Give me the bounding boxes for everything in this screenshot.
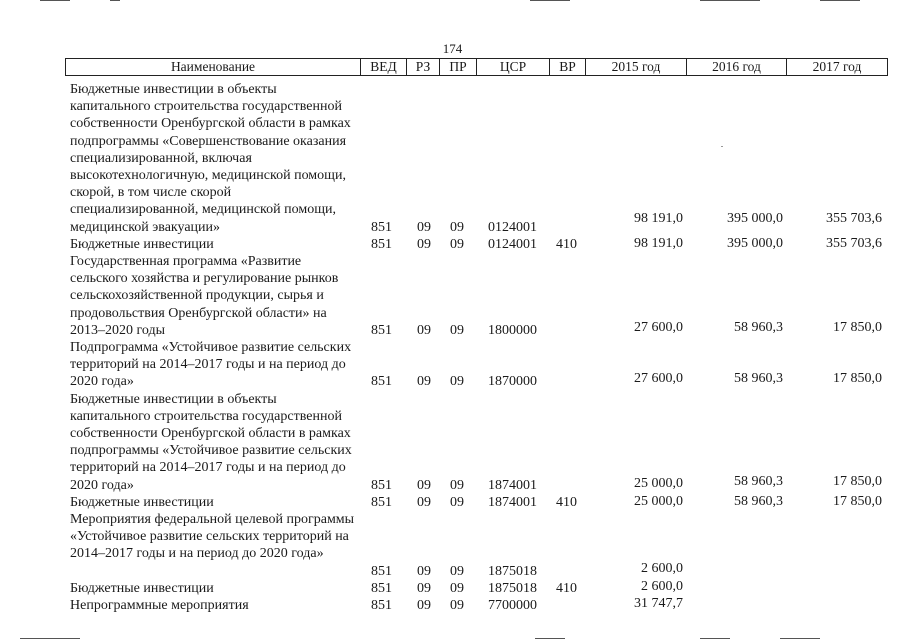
scan-edge-bottom [700, 638, 730, 639]
cell-csr: 1874001 [488, 494, 537, 510]
header-ved: ВЕД [360, 59, 406, 75]
cell-rz: 09 [417, 236, 431, 252]
header-2015: 2015 год [585, 59, 686, 75]
table-header [65, 58, 888, 76]
cell-2016: 58 960,3 [734, 370, 783, 386]
scan-edge-bottom [780, 638, 820, 639]
cell-2016: 395 000,0 [727, 211, 783, 226]
cell-csr: 0124001 [488, 219, 537, 235]
table-row [0, 580, 905, 597]
cell-2017: 17 850,0 [833, 473, 882, 489]
scan-edge-top [40, 0, 70, 1]
cell-pr: 09 [450, 374, 464, 390]
cell-vr: 410 [556, 494, 577, 510]
scan-speck [721, 146, 723, 147]
header-pr: ПР [439, 59, 476, 75]
cell-2017: 17 850,0 [833, 319, 882, 335]
cell-pr: 09 [450, 236, 464, 252]
scan-edge-bottom [20, 638, 80, 639]
row-name: Бюджетные инвестиции в объекты капитального строительства государственной собственности Оренбургской области в рамках подпрограммы «Устойчивое развитие сельских территорий на 2014–2017 годы и на период до 2020 года» [70, 391, 352, 493]
cell-csr: 1800000 [488, 322, 537, 338]
cell-pr: 09 [450, 563, 464, 579]
header-vr: ВР [549, 59, 585, 75]
cell-csr: 0124001 [488, 236, 537, 252]
cell-2017: 355 703,6 [826, 235, 882, 251]
cell-2015: 98 191,0 [634, 235, 683, 251]
cell-ved: 851 [371, 494, 392, 510]
cell-csr: 1870000 [488, 374, 537, 390]
cell-ved: 851 [371, 374, 392, 390]
cell-2015: 2 600,0 [641, 578, 683, 594]
cell-rz: 09 [417, 477, 431, 493]
cell-rz: 09 [417, 494, 431, 510]
cell-ved: 851 [371, 219, 392, 235]
cell-rz: 09 [417, 219, 431, 235]
cell-pr: 09 [450, 477, 464, 493]
cell-2016: 58 960,3 [734, 473, 783, 489]
row-name: Государственная программа «Развитие сельского хозяйства и регулирование рынков сельскохозяйственной продукции, сырья и продовольствия Оренбургской области» на 2013–2020 годы [70, 253, 339, 338]
page-number: 174 [442, 41, 463, 56]
header-rz: РЗ [406, 59, 439, 75]
cell-2017: 355 703,6 [826, 211, 882, 226]
cell-rz: 09 [417, 597, 431, 613]
header-name: Наименование [170, 59, 256, 74]
cell-csr: 1874001 [488, 477, 537, 493]
cell-vr: 410 [556, 236, 577, 252]
cell-2015: 2 600,0 [641, 560, 683, 576]
cell-2015: 27 600,0 [634, 370, 683, 386]
cell-2015: 25 000,0 [634, 493, 683, 509]
row-name: Мероприятия федеральной целевой программы «Устойчивое развитие сельских территорий на 2014–2017 годы и на период до 2020 года» [70, 511, 355, 562]
cell-2015: 27 600,0 [634, 319, 683, 335]
row-name: Бюджетные инвестиции в объекты капитального строительства государственной собственности Оренбургской области в рамках подпрограммы «Совершенствование оказания специализированной, включая высокотехнологичную, медицинской помощи, скорой, в том числе скорой специализированной, медицинской помощи, медицинской эвакуации» [70, 82, 351, 235]
cell-ved: 851 [371, 580, 392, 596]
header-2016: 2016 год [686, 59, 786, 75]
scan-edge-bottom [535, 638, 565, 639]
cell-2015: 98 191,0 [634, 211, 683, 226]
cell-rz: 09 [417, 563, 431, 579]
header-csr: ЦСР [476, 59, 549, 75]
header-2017: 2017 год [786, 59, 887, 75]
cell-2015: 31 747,7 [634, 595, 683, 611]
cell-ved: 851 [371, 322, 392, 338]
cell-ved: 851 [371, 477, 392, 493]
table-row [0, 511, 905, 580]
cell-csr: 1875018 [488, 580, 537, 596]
table-row [0, 597, 905, 614]
row-name: Бюджетные инвестиции [70, 580, 214, 596]
row-name: Бюджетные инвестиции [70, 494, 214, 510]
cell-rz: 09 [417, 580, 431, 596]
table-row [0, 236, 905, 253]
cell-pr: 09 [450, 219, 464, 235]
cell-2016: 58 960,3 [734, 319, 783, 335]
table-row [0, 253, 905, 339]
cell-ved: 851 [371, 597, 392, 613]
cell-pr: 09 [450, 322, 464, 338]
cell-2017: 17 850,0 [833, 493, 882, 509]
cell-pr: 09 [450, 494, 464, 510]
cell-2017: 17 850,0 [833, 370, 882, 386]
row-name: Бюджетные инвестиции [70, 236, 214, 252]
table-row [0, 339, 905, 391]
cell-2016: 395 000,0 [727, 235, 783, 251]
row-name: Непрограммные мероприятия [70, 597, 249, 613]
scan-edge-top [820, 0, 860, 1]
cell-2016: 58 960,3 [734, 493, 783, 509]
scan-edge-top [530, 0, 570, 1]
table-row [0, 391, 905, 494]
cell-pr: 09 [450, 580, 464, 596]
table-row [0, 494, 905, 511]
scan-edge-top [110, 0, 120, 1]
table-body [0, 81, 905, 614]
row-name: Подпрограмма «Устойчивое развитие сельских территорий на 2014–2017 годы и на период до 2020 года» [70, 339, 352, 390]
cell-csr: 1875018 [488, 563, 537, 579]
cell-ved: 851 [371, 236, 392, 252]
cell-vr: 410 [556, 580, 577, 596]
cell-csr: 7700000 [488, 597, 537, 613]
scan-edge-top [700, 0, 760, 1]
cell-pr: 09 [450, 597, 464, 613]
cell-rz: 09 [417, 322, 431, 338]
cell-2015: 25 000,0 [634, 475, 683, 491]
table-row [0, 81, 905, 236]
cell-rz: 09 [417, 374, 431, 390]
cell-ved: 851 [371, 563, 392, 579]
